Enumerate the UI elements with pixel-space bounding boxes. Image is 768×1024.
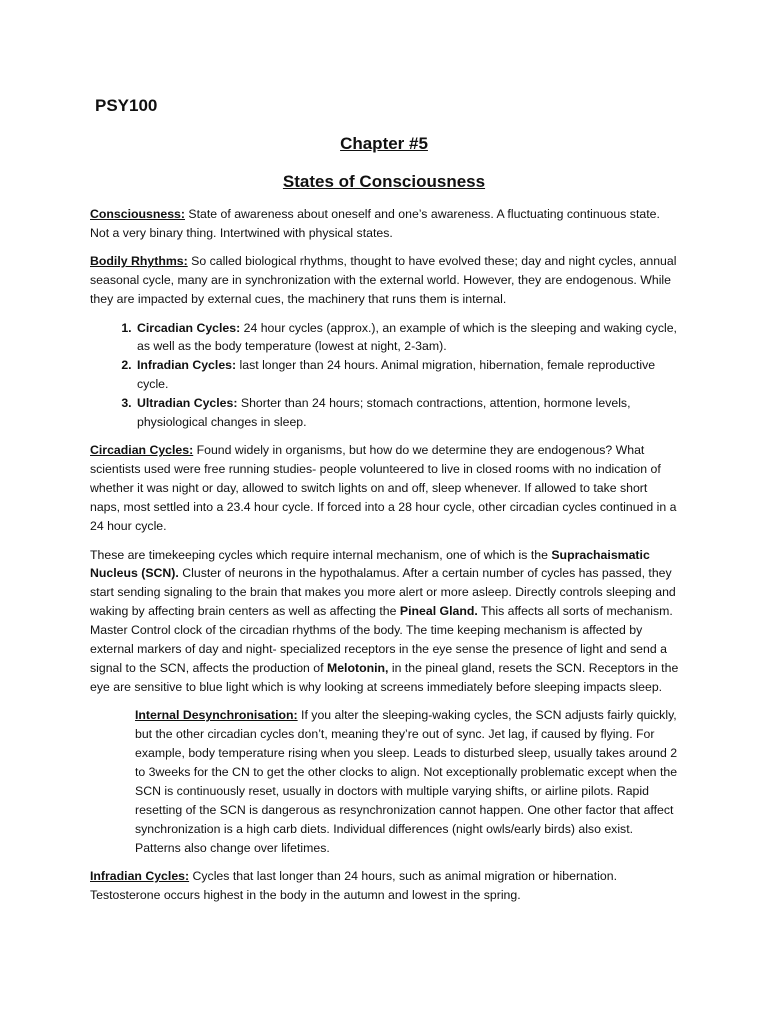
chapter-heading: Chapter #5 (340, 134, 428, 153)
definition-bodily-rhythms: So called biological rhythms, thought to have evolved these; day and night cycles, annual seasonal cycle, many are in synchronization with the external world. However, they are endogenous. While they are impacted by external cues, the machinery that runs them is internal. (90, 254, 677, 307)
paragraph-infradian-cycles (90, 867, 680, 905)
timekeeping-text-2: Cluster of neurons in the hypothalamus. After a certain number of cycles has passed, they start sending signaling to the brain that makes you more alert or more asleep. Directly controls sleeping and waking by affecting brain centers as well as affecting the (90, 566, 676, 619)
paragraph-circadian-cycles (90, 441, 680, 536)
page-title: States of Consciousness (282, 172, 486, 191)
term-consciousness: Consciousness: (90, 207, 185, 221)
paragraph-consciousness (90, 205, 680, 243)
term-bodily-rhythms: Bodily Rhythms: (90, 254, 188, 269)
list-item (135, 356, 680, 394)
definition-infradian-cycles: Cycles that last longer than 24 hours, such as animal migration or hibernation. Testosterone occurs highest in the body in the autumn and lowest in the spring. (90, 869, 617, 902)
term-internal-desynchronisation: Internal Desynchronisation: (135, 708, 298, 723)
list-item-term: Circadian Cycles: (137, 320, 241, 335)
paragraph-timekeeping (90, 546, 680, 697)
list-item (135, 319, 680, 357)
document-body (90, 205, 680, 914)
list-item-text: Shorter than 24 hours; stomach contractions, attention, hormone levels, physiological changes in sleep. (137, 396, 631, 430)
list-item-text: 24 hour cycles (approx.), an example of which is the sleeping and waking cycle, as well as the body temperature (lowest at night, 2-3am). (137, 320, 677, 354)
list-item-text: last longer than 24 hours. Animal migration, hibernation, female reproductive cycle. (137, 358, 656, 392)
timekeeping-text-4: in the pineal gland, resets the SCN. Receptors in the eye are sensitive to blue light which is why looking at screens immediately before sleeping impacts sleep. (90, 660, 679, 694)
paragraph-bodily-rhythms (90, 252, 680, 309)
timekeeping-text-1: These are timekeeping cycles which require internal mechanism, one of which is the (90, 547, 552, 562)
term-scn: Suprachaismatic Nucleus (SCN). (90, 547, 650, 581)
definition-circadian-cycles: Found widely in organisms, but how do we determine they are endogenous? What scientists used were free running studies- people volunteered to live in closed rooms with no indication of whether it was night or day, allowed to switch lights on and off, sleep whenever. If allowed to take short naps, most settled into a 23.4 hour cycle. If forced into a 28 hour cycle, other circadian cycles continued in a 24 hour cycle. (90, 443, 677, 534)
term-pineal-gland: Pineal Gland. (399, 604, 478, 619)
timekeeping-text-3: This affects all sorts of mechanism. Master Control clock of the circadian rhythms of the body. The time keeping mechanism is affected by external markers of day and night- specialized receptors in the eye sense the presence of light and send a signal to the SCN, affects the production of (90, 604, 673, 675)
list-item-term: Ultradian Cycles: (137, 396, 238, 411)
definition-consciousness: State of awareness about oneself and one’s awareness. A fluctuating continuous state. Not a very binary thing. Intertwined with physical states. (90, 207, 660, 240)
course-code: PSY100 (95, 96, 158, 115)
definition-internal-desynchronisation: If you alter the sleeping-waking cycles, the SCN adjusts fairly quickly, but the other circadian cycles don’t, meaning they’re out of sync. Jet lag, if caused by flying. For example, body temperature rising when you sleep. Leads to disturbed sleep, usually takes around 2 to 3weeks for the CN to get the other clocks to align. Not exceptionally problematic except when the SCN is continuously reset, usually in doctors with multiple varying shifts, or airline pilots. Rapid resetting of the SCN is dangerous as resynchronization cannot happen. One other factor that affect synchronization is a high carb diets. Individual differences (night owls/early birds) also exist. Patterns also change over lifetimes. (135, 708, 678, 855)
term-circadian-cycles: Circadian Cycles: (90, 443, 194, 458)
list-item-term: Infradian Cycles: (137, 358, 237, 373)
paragraph-internal-desynchronisation (135, 706, 680, 857)
list-item (135, 394, 680, 432)
cycle-types-list (90, 319, 680, 432)
term-infradian-cycles: Infradian Cycles: (90, 869, 190, 883)
term-melotonin: Melotonin, (326, 660, 389, 675)
